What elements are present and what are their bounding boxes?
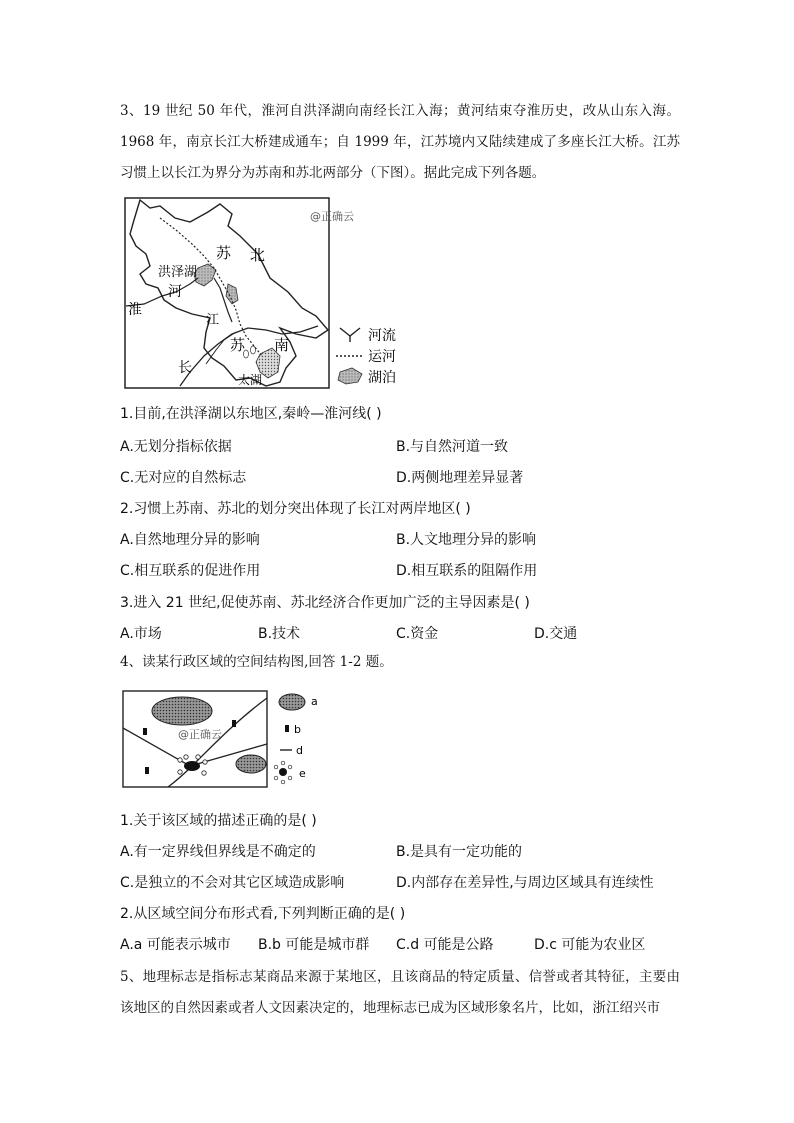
q3-intro: 3、19 世纪 50 年代，淮河自洪泽湖向南经长江入海；黄河结束夺淮历史，改从山东入海。1968 年，南京长江大桥建成通车；自 1999 年，江苏境内又陆续建成了多座长江大桥。江苏习惯上以长江为界分为苏南和苏北两部分（下图）。据此完成下列各题。 <box>120 103 680 181</box>
map-watermark: @正确云 <box>310 210 354 223</box>
label-su-north-2: 北 <box>250 246 266 264</box>
diagram-watermark: @正确云 <box>178 728 222 741</box>
legend-a-icon <box>279 694 305 710</box>
label-su-south-2: 南 <box>274 336 290 354</box>
q4-1-stem: 1.关于该区域的描述正确的是( ) <box>120 813 317 829</box>
legend-b-icon <box>285 725 289 732</box>
map-legend <box>336 327 396 386</box>
legend-lake-label: 湖泊 <box>368 370 396 386</box>
q4-2-option-b[interactable]: B.b 可能是城市群 <box>258 937 370 953</box>
zone-a-1 <box>152 697 212 725</box>
label-huai: 淮 <box>128 302 142 318</box>
legend-canal-label: 运河 <box>368 349 396 365</box>
point-b-2 <box>232 720 236 727</box>
q4-intro: 4、读某行政区域的空间结构图,回答 1-2 题。 <box>120 654 393 670</box>
point-b-3 <box>145 767 149 774</box>
label-he: 河 <box>168 284 182 300</box>
q3-2-option-a[interactable]: A.自然地理分异的影响 <box>120 532 260 548</box>
zone-a-2 <box>236 755 266 773</box>
q3-3-option-c[interactable]: C.资金 <box>396 626 439 642</box>
q4-2-stem: 2.从区域空间分布形式看,下列判断正确的是( ) <box>120 906 406 922</box>
q4-2-option-c[interactable]: C.d 可能是公路 <box>396 937 494 953</box>
legend-b-label: b <box>294 723 301 736</box>
label-taihu: 太湖 <box>238 373 263 387</box>
label-jiang: 江 <box>206 313 220 328</box>
region-structure-diagram <box>120 688 350 792</box>
q3-3-option-a[interactable]: A.市场 <box>120 626 162 642</box>
q4-2-option-d[interactable]: D.c 可能为农业区 <box>534 937 646 953</box>
q3-1-option-c[interactable]: C.无对应的自然标志 <box>120 470 247 486</box>
label-su-south-1: 苏 <box>230 336 246 354</box>
q3-2-stem: 2.习惯上苏南、苏北的划分突出体现了长江对两岸地区( ) <box>120 501 471 517</box>
q3-3-option-d[interactable]: D.交通 <box>534 626 578 642</box>
q4-1-option-b[interactable]: B.是具有一定功能的 <box>396 844 523 860</box>
label-su-north-1: 苏 <box>216 244 232 262</box>
q3-2-option-d[interactable]: D.相互联系的阻隔作用 <box>396 563 538 579</box>
q3-2-option-c[interactable]: C.相互联系的促进作用 <box>120 563 261 579</box>
central-city <box>184 761 200 771</box>
q4-1-option-a[interactable]: A.有一定界线但界线是不确定的 <box>120 844 316 860</box>
q3-2-option-b[interactable]: B.人文地理分异的影响 <box>396 532 537 548</box>
q3-3-option-b[interactable]: B.技术 <box>258 626 301 642</box>
q4-2-option-a[interactable]: A.a 可能表示城市 <box>120 937 231 953</box>
label-chang: 长 <box>178 360 192 376</box>
legend-d-label: d <box>296 744 303 757</box>
q3-1-option-d[interactable]: D.两侧地理差异显著 <box>396 470 524 486</box>
q4-1-option-c[interactable]: C.是独立的不会对其它区域造成影响 <box>120 875 345 891</box>
lake-icon <box>338 368 362 384</box>
point-b-1 <box>143 728 147 735</box>
river-icon <box>340 328 360 336</box>
label-hongze: 洪泽湖 <box>158 265 198 280</box>
legend-river-label: 河流 <box>368 328 396 344</box>
q3-1-option-a[interactable]: A.无划分指标依据 <box>120 439 232 455</box>
legend-e-label: e <box>299 767 306 780</box>
q3-3-stem: 3.进入 21 世纪,促使苏南、苏北经济合作更加广泛的主导因素是( ) <box>120 595 530 611</box>
q3-1-stem: 1.目前,在洪泽湖以东地区,秦岭—淮河线( ) <box>120 406 382 422</box>
diagram-legend <box>274 694 318 784</box>
legend-e-icon <box>279 768 287 776</box>
jiangsu-map <box>120 196 410 392</box>
legend-a-label: a <box>311 695 318 708</box>
q5-intro: 5、地理标志是指标志某商品来源于某地区，且该商品的特定质量、信誉或者其特征，主要由该地区的自然因素或者人文因素决定的，地理标志已成为区域形象名片，比如，浙江绍兴市 <box>120 969 680 1016</box>
q3-1-option-b[interactable]: B.与自然河道一致 <box>396 439 509 455</box>
q4-1-option-d[interactable]: D.内部存在差异性,与周边区域具有连续性 <box>396 875 654 891</box>
